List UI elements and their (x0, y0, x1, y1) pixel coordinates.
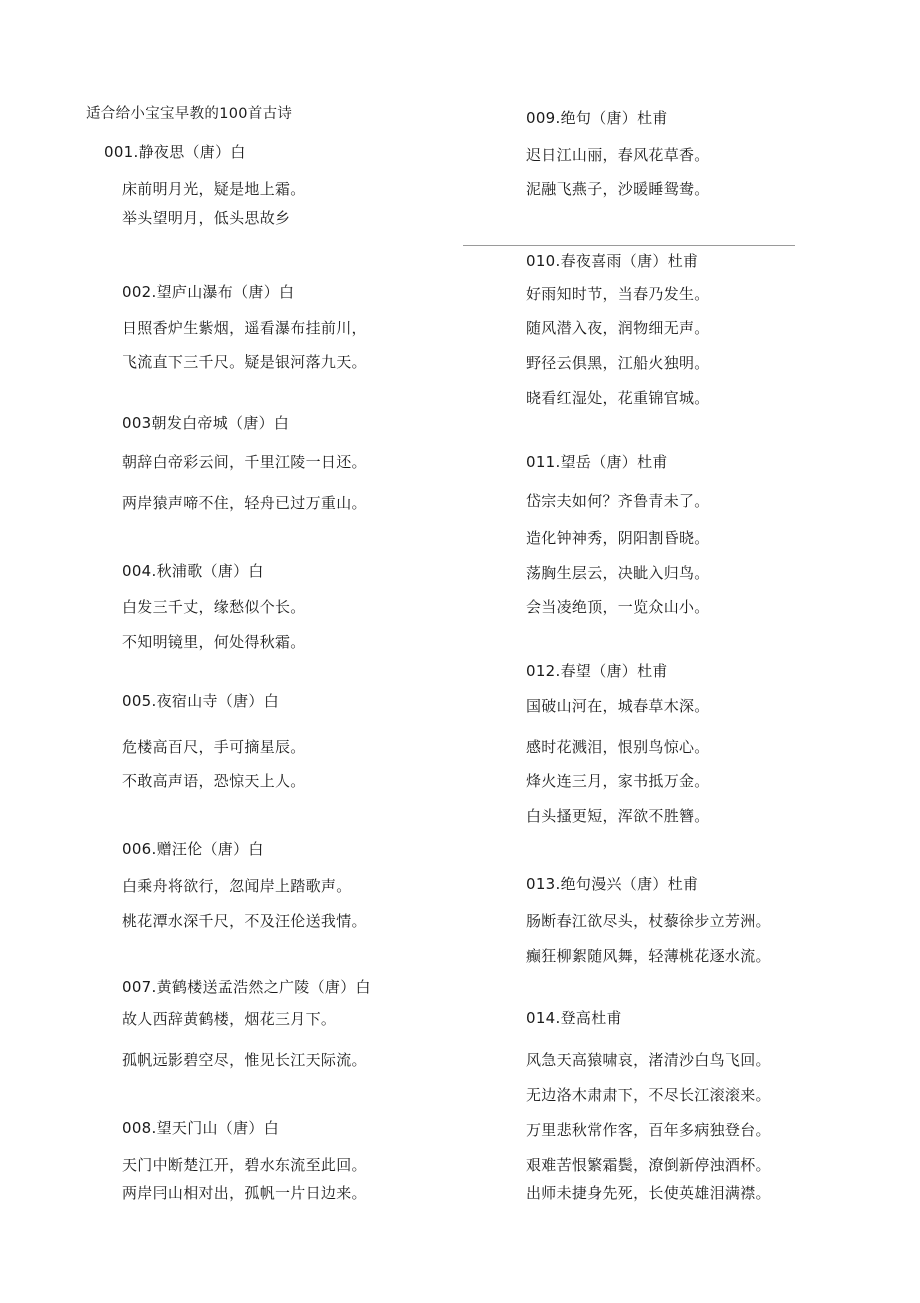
poem-line: 无边洛木肃肃下，不尽长江滚滚来。 (526, 1086, 771, 1104)
poem-line: 桃花潭水深千尺，不及汪伦送我情。 (122, 912, 367, 930)
poem-line: 肠断春江欲尽头，杖藜徐步立芳洲。 (526, 912, 771, 930)
poem-line: 晓看红湿处，花重锦官城。 (526, 389, 710, 407)
poem-line: 孤帆远影碧空尽，惟见长江天际流。 (122, 1051, 367, 1069)
poem-line: 岱宗夫如何？齐鲁青未了。 (526, 492, 710, 510)
poem-heading: 011.望岳（唐）杜甫 (526, 453, 668, 471)
poem-line: 国破山河在，城春草木深。 (526, 697, 710, 715)
poem-line: 泥融飞燕子，沙暖睡鸳鸯。 (526, 180, 710, 198)
poem-heading: 001.静夜思（唐）白 (104, 143, 246, 161)
poem-line: 床前明月光，疑是地上霜。 (122, 180, 306, 198)
poem-line: 迟日江山丽，春风花草香。 (526, 146, 710, 164)
poem-line: 荡胸生层云，决眦入归鸟。 (526, 564, 710, 582)
poem-line: 白发三千丈，缘愁似个长。 (122, 598, 306, 616)
poem-heading: 014.登高杜甫 (526, 1009, 622, 1027)
poem-line: 故人西辞黄鹤楼，烟花三月下。 (122, 1010, 337, 1028)
poem-line: 两岸猿声啼不住，轻舟已过万重山。 (122, 494, 367, 512)
poem-line: 好雨知时节，当春乃发生。 (526, 285, 710, 303)
poem-line: 艰难苦恨繁霜鬓，潦倒新停浊酒杯。 (526, 1156, 771, 1174)
poem-line: 造化钟神秀，阴阳割昏晓。 (526, 529, 710, 547)
poem-heading: 004.秋浦歌（唐）白 (122, 562, 264, 580)
poem-heading: 010.春夜喜雨（唐）杜甫 (526, 252, 699, 270)
poem-line: 举头望明月，低头思故乡 (122, 209, 291, 227)
section-divider (463, 245, 795, 246)
poem-line: 白头搔更短，浑欲不胜簪。 (526, 807, 710, 825)
poem-heading: 002.望庐山瀑布（唐）白 (122, 283, 295, 301)
poem-line: 感时花溅泪，恨别鸟惊心。 (526, 738, 710, 756)
poem-line: 不知明镜里，何处得秋霜。 (122, 633, 306, 651)
poem-line: 风急天高猿啸哀，渚清沙白鸟飞回。 (526, 1051, 771, 1069)
poem-heading: 012.春望（唐）杜甫 (526, 662, 668, 680)
poem-heading: 009.绝句（唐）杜甫 (526, 109, 668, 127)
poem-line: 日照香炉生紫烟，遥看瀑布挂前川， (122, 319, 367, 337)
poem-line: 不敢高声语，恐惊天上人。 (122, 772, 306, 790)
poem-line: 飞流直下三千尺。疑是银河落九天。 (122, 353, 367, 371)
poem-heading: 003朝发白帝城（唐）白 (122, 414, 290, 432)
poem-heading: 005.夜宿山寺（唐）白 (122, 692, 279, 710)
poem-line: 会当凌绝顶，一览众山小。 (526, 598, 710, 616)
poem-heading: 007.黄鹤楼送孟浩然之广陵（唐）白 (122, 978, 371, 996)
poem-line: 两岸冃山相对出，孤帆一片日边来。 (122, 1184, 367, 1202)
poem-line: 天门中断楚江开，碧水东流至此回。 (122, 1156, 367, 1174)
poem-line: 朝辞白帝彩云间，千里江陵一日还。 (122, 453, 367, 471)
poem-line: 野径云俱黑，江船火独明。 (526, 354, 710, 372)
poem-line: 出师未捷身先死，长使英雄泪满襟。 (526, 1184, 771, 1202)
poem-line: 随风潜入夜，润物细无声。 (526, 319, 710, 337)
document-title: 适合给小宝宝早教的100首古诗 (86, 106, 293, 122)
poem-line: 万里悲秋常作客，百年多病独登台。 (526, 1121, 771, 1139)
poem-line: 烽火连三月，家书抵万金。 (526, 772, 710, 790)
poem-heading: 008.望天门山（唐）白 (122, 1119, 279, 1137)
poem-line: 危楼高百尺，手可摘星辰。 (122, 738, 306, 756)
poem-line: 白乘舟将欲行，忽闻岸上踏歌声。 (122, 877, 352, 895)
poem-line: 癫狂柳絮随风舞，轻薄桃花逐水流。 (526, 947, 771, 965)
poem-heading: 006.赠汪伦（唐）白 (122, 840, 264, 858)
poem-heading: 013.绝句漫兴（唐）杜甫 (526, 875, 699, 893)
